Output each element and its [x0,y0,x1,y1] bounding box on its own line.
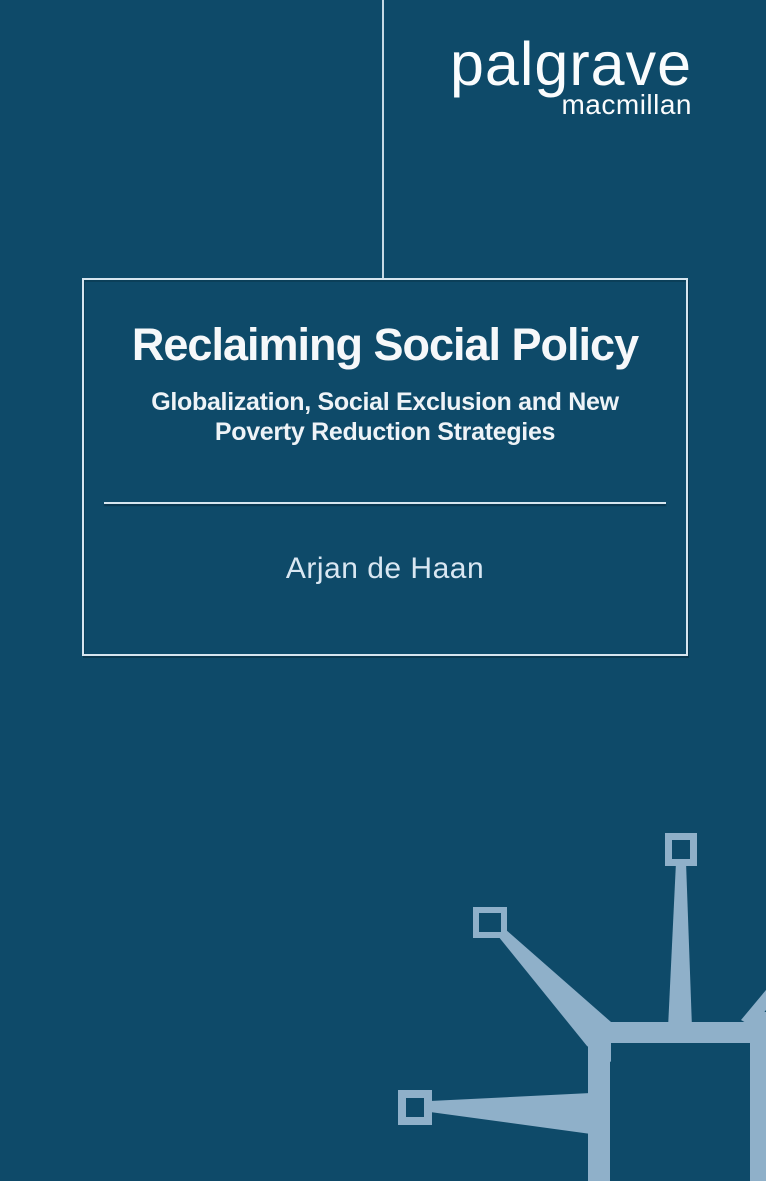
ornament-node-left [402,1094,428,1121]
ornament-node-top [669,837,694,863]
vertical-divider-line [382,0,384,279]
book-subtitle [84,387,686,447]
ornament-spoke-horizontal [430,1093,591,1134]
ornament-node-middle [476,910,504,935]
ornament-spoke-upper-right [741,990,766,1027]
divider-rule [104,502,666,504]
title-panel [82,278,688,656]
publisher-logo [450,30,692,120]
book-title: Reclaiming Social Policy [131,319,639,370]
publisher-imprint: macmillan [561,89,692,120]
ornament-square-top-band [588,1022,750,1043]
subtitle-line-1: Globalization, Social Exclusion and New [151,387,619,416]
ornament-square-right-band [750,1012,766,1181]
ornament-spoke-diagonal [498,929,611,1062]
ornament-spoke-vertical [668,862,692,1028]
subtitle-line-2: Poverty Reduction Strategies [214,417,556,446]
ornament-square-left-band [588,1022,610,1181]
publisher-name: palgrave [450,30,692,98]
author-name: Arjan de Haan [285,551,485,585]
